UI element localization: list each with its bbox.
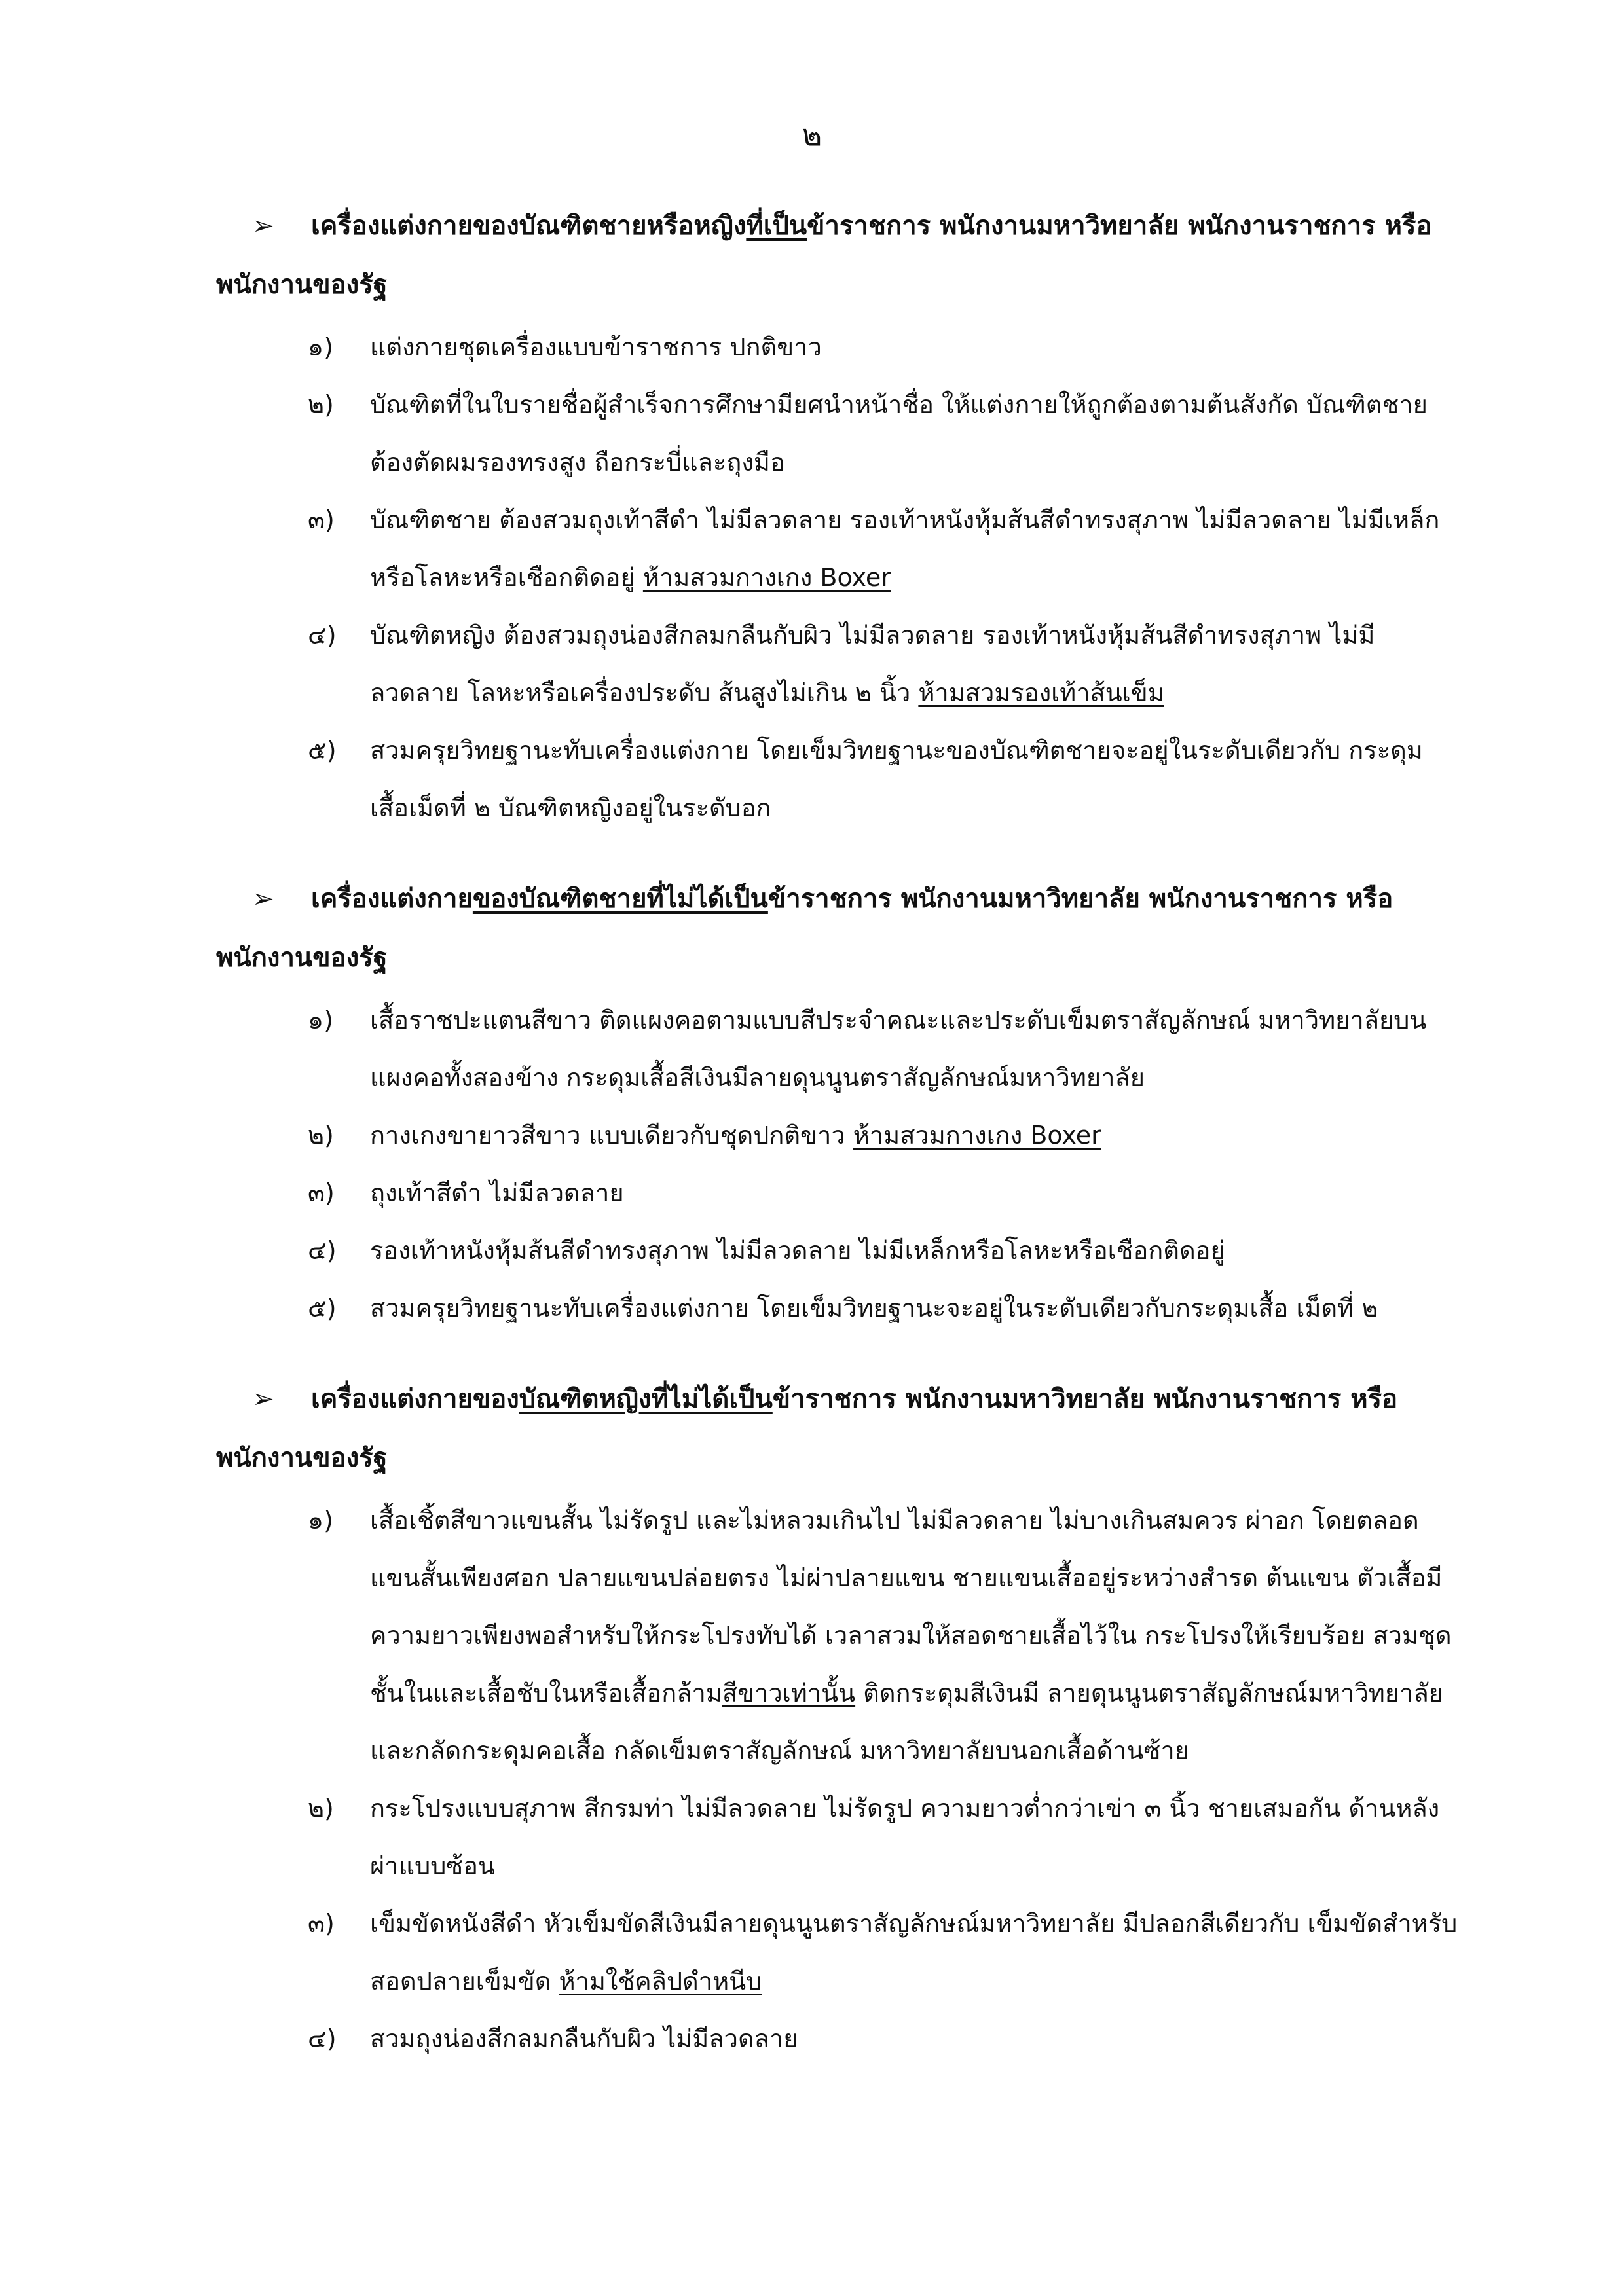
section-heading — [216, 869, 1460, 987]
heading-emphasis: บัณฑิตหญิงที่ไม่ได้เป็น — [519, 1384, 773, 1414]
list-item — [216, 1779, 1460, 1895]
item-text: เสื้อเชิ้ตสีขาวแขนสั้น ไม่รัดรูป และไม่หลวมเกินไป ไม่มีลวดลาย ไม่บางเกินสมควร ผ่าอก โดยตลอด แขนสั้นเพียงศอก ปลายแขนปล่อยตรง ไม่ผ่าปลายแขน ชายแขนเสื้ออยู่ระหว่างสำรด ต้นแขน ตัวเสื้อมีความยาวเพียงพอสำหรับให้กระโปรงทับได้ เวลาสวมให้สอดชายเสื้อไว้ใน กระโปรงให้เรียบร้อย สวมชุดชั้นในและเสื้อชับในหรือเสื้อกล้าม — [370, 1506, 1452, 1707]
arrow-bullet-icon: ➢ — [252, 211, 274, 241]
item-number: ๒) — [308, 1794, 334, 1823]
item-text: สวมครุยวิทยฐานะทับเครื่องแต่งกาย โดยเข็มวิทยฐานะของบัณฑิตชายจะอยู่ในระดับเดียวกับ กระดุมเสื้อเม็ดที่ ๒ บัณฑิตหญิงอยู่ในระดับอก — [370, 736, 1423, 822]
document-body — [216, 196, 1460, 2100]
item-prohibition: ห้ามสวมกางเกง Boxer — [642, 563, 891, 592]
list-item — [216, 376, 1460, 491]
section-heading — [216, 1370, 1460, 1487]
item-text: กางเกงขายาวสีขาว แบบเดียวกับชุดปกติขาว — [370, 1121, 853, 1150]
item-text: บัณฑิตชาย ต้องสวมถุงเท้าสีดำ ไม่มีลวดลาย รองเท้าหนังหุ้มส้นสีดำทรงสุภาพ ไม่มีลวดลาย ไม่มีเหล็กหรือโลหะหรือเชือกติดอยู่ — [370, 505, 1440, 592]
item-text: รองเท้าหนังหุ้มส้นสีดำทรงสุภาพ ไม่มีลวดลาย ไม่มีเหล็กหรือโลหะหรือเชือกติดอยู่ — [370, 1236, 1225, 1265]
item-text: สวมถุงน่องสีกลมกลืนกับผิว ไม่มีลวดลาย — [370, 2024, 798, 2053]
item-number: ๑) — [308, 1006, 333, 1034]
item-number: ๓) — [308, 1909, 335, 1938]
section-male-non-officials — [216, 869, 1460, 1337]
item-list — [216, 991, 1460, 1337]
item-number: ๑) — [308, 333, 333, 361]
item-text-tail: ติดกระดุมสีเงินมี ลายดุนนูนตราสัญลักษณ์มหาวิทยาลัยและกลัดกระดุมคอเสื้อ กลัดเข็มตราสัญลักษณ์ มหาวิทยาลัยบนอกเสื้อด้านซ้าย — [370, 1679, 1443, 1765]
item-text: กระโปรงแบบสุภาพ สีกรมท่า ไม่มีลวดลาย ไม่รัดรูป ความยาวต่ำกว่าเข่า ๓ นิ้ว ชายเสมอกัน ด้านหลังผ่าแบบซ้อน — [370, 1794, 1440, 1880]
arrow-bullet-icon: ➢ — [252, 884, 274, 914]
item-text: เสื้อราชปะแตนสีขาว ติดแผงคอตามแบบสีประจำคณะและประดับเข็มตราสัญลักษณ์ มหาวิทยาลัยบนแผงคอทั้งสองข้าง กระดุมเสื้อสีเงินมีลายดุนนูนตราสัญลักษณ์มหาวิทยาลัย — [370, 1006, 1427, 1092]
section-officials — [216, 196, 1460, 837]
heading-text-tail: ข้าราชการ พนักงานมหาวิทยาลัย พนักงานราชการ หรือพนักงานของรัฐ — [216, 211, 1432, 300]
item-number: ๒) — [308, 1121, 334, 1150]
item-prohibition: ห้ามสวมรองเท้าส้นเข็ม — [918, 678, 1164, 707]
list-item — [216, 318, 1460, 376]
item-text: สวมครุยวิทยฐานะทับเครื่องแต่งกาย โดยเข็มวิทยฐานะจะอยู่ในระดับเดียวกับกระดุมเสื้อ เม็ดที่ ๒ — [370, 1294, 1378, 1322]
list-item — [216, 2010, 1460, 2068]
item-text: แต่งกายชุดเครื่องแบบข้าราชการ ปกติขาว — [370, 333, 822, 361]
item-number: ๒) — [308, 390, 334, 419]
list-item — [216, 1164, 1460, 1222]
list-item — [216, 1491, 1460, 1779]
heading-emphasis: ของบัณฑิตชายที่ไม่ได้เป็น — [472, 884, 768, 914]
item-list — [216, 1491, 1460, 2068]
item-text: บัณฑิตหญิง ต้องสวมถุงน่องสีกลมกลืนกับผิว ไม่มีลวดลาย รองเท้าหนังหุ้มส้นสีดำทรงสุภาพ ไม่มีลวดลาย โลหะหรือเครื่องประดับ ส้นสูงไม่เกิน ๒ นิ้ว — [370, 621, 1375, 707]
item-prohibition: ห้ามสวมกางเกง Boxer — [853, 1121, 1101, 1150]
section-heading — [216, 196, 1460, 314]
item-list — [216, 318, 1460, 837]
list-item — [216, 606, 1460, 721]
heading-text: เครื่องแต่งกายของ — [311, 1384, 519, 1414]
section-female-non-officials — [216, 1370, 1460, 2068]
item-number: ๕) — [308, 736, 337, 765]
item-number: ๕) — [308, 1294, 337, 1322]
heading-emphasis: ที่เป็น — [746, 211, 807, 241]
heading-text: เครื่องแต่งกาย — [311, 884, 473, 914]
page-number: ๒ — [802, 117, 822, 153]
list-item — [216, 1895, 1460, 2010]
item-number: ๔) — [308, 2024, 337, 2053]
item-number: ๑) — [308, 1506, 333, 1535]
item-number: ๔) — [308, 621, 337, 649]
item-emphasis: สีขาวเท่านั้น — [722, 1679, 856, 1707]
list-item — [216, 991, 1460, 1106]
list-item — [216, 1106, 1460, 1164]
list-item — [216, 1222, 1460, 1279]
item-text: เข็มขัดหนังสีดำ หัวเข็มขัดสีเงินมีลายดุนนูนตราสัญลักษณ์มหาวิทยาลัย มีปลอกสีเดียวกับ เข็มขัดสำหรับสอดปลายเข็มขัด — [370, 1909, 1458, 1995]
item-prohibition: ห้ามใช้คลิปดำหนีบ — [559, 1967, 762, 1995]
heading-text-tail: ข้าราชการ พนักงานมหาวิทยาลัย พนักงานราชการ หรือพนักงานของรัฐ — [216, 1384, 1398, 1473]
item-number: ๓) — [308, 505, 335, 534]
arrow-bullet-icon: ➢ — [252, 1384, 274, 1414]
item-number: ๔) — [308, 1236, 337, 1265]
heading-text-tail: ข้าราชการ พนักงานมหาวิทยาลัย พนักงานราชการ หรือพนักงานของรัฐ — [216, 884, 1393, 973]
heading-text: เครื่องแต่งกายของบัณฑิตชายหรือหญิง — [311, 211, 747, 241]
list-item — [216, 721, 1460, 837]
list-item — [216, 1279, 1460, 1337]
item-text: บัณฑิตที่ในใบรายชื่อผู้สำเร็จการศึกษามียศนำหน้าชื่อ ให้แต่งกายให้ถูกต้องตามต้นสังกัด บัณฑิตชาย ต้องตัดผมรองทรงสูง ถือกระบี่และถุงมือ — [370, 390, 1428, 477]
list-item — [216, 491, 1460, 606]
item-number: ๓) — [308, 1178, 335, 1207]
item-text: ถุงเท้าสีดำ ไม่มีลวดลาย — [370, 1178, 624, 1207]
